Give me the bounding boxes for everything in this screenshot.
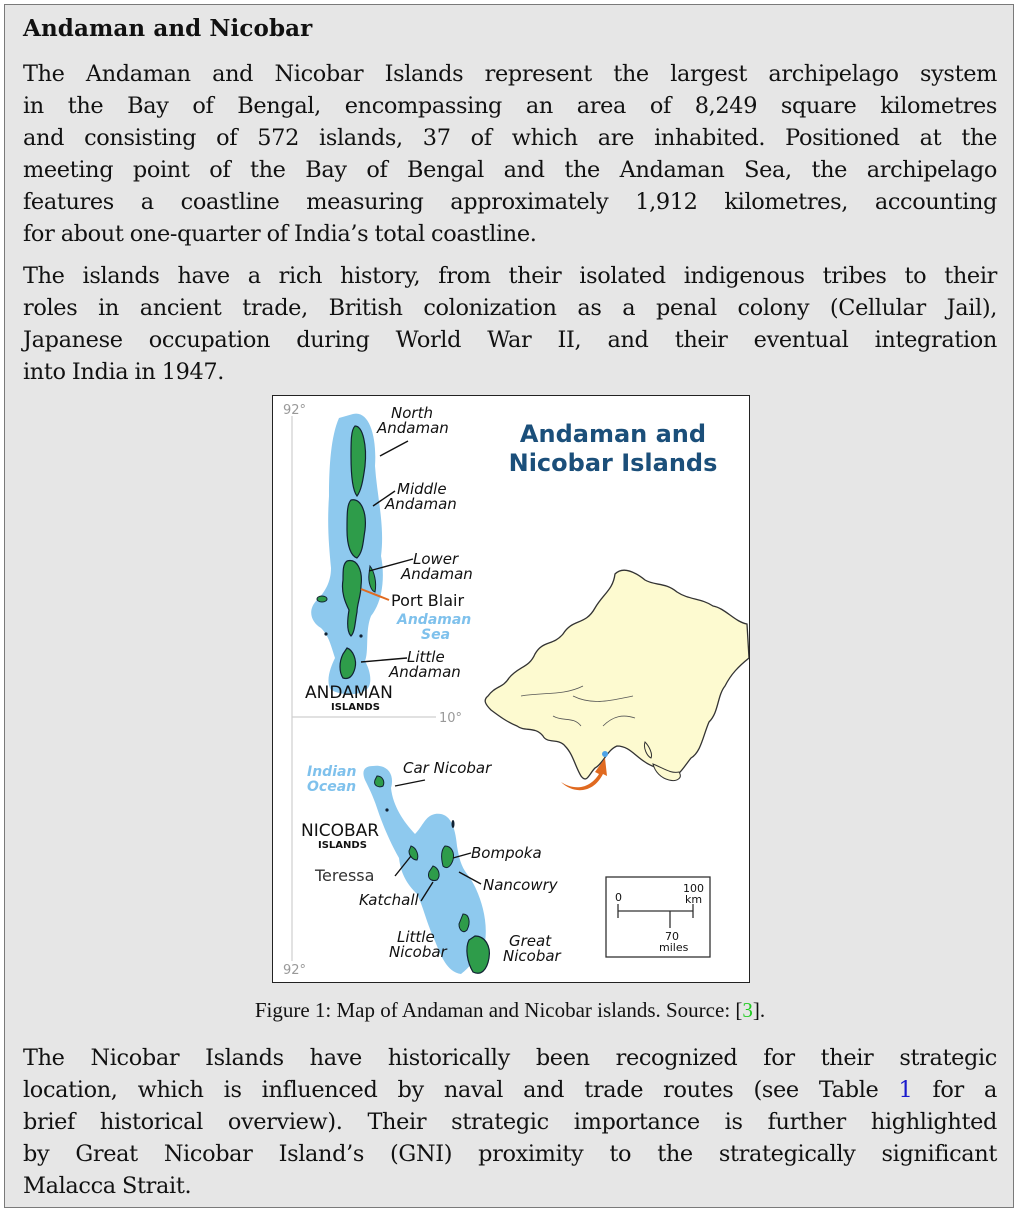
figure-caption <box>5 998 1015 1023</box>
section-title: Andaman and Nicobar <box>23 15 313 42</box>
label-port-blair: Port Blair <box>391 591 465 610</box>
label-great-nicobar-1: Great <box>509 932 552 950</box>
caption-text: Figure 1: Map of Andaman and Nicobar islands. Source: [ <box>254 998 743 1022</box>
text-line: The islands have a rich history, from their isolated indigenous tribes to their <box>23 263 997 289</box>
label-little-andaman-2: Andaman <box>389 663 461 681</box>
label-little-nicobar-2: Nicobar <box>389 943 447 961</box>
label-bompoka: Bompoka <box>471 844 542 862</box>
label-andaman-islands-1: ANDAMAN <box>305 683 393 703</box>
islet <box>324 632 327 635</box>
label-north-andaman-2: Andaman <box>377 419 449 437</box>
text-line: The Andaman and Nicobar Islands represent the largest archipelago system <box>23 61 997 87</box>
paragraph-intro <box>23 58 997 250</box>
text-line: brief historical overview). Their strategic importance is further highlighted <box>23 1109 997 1135</box>
label-middle-andaman-1: Middle <box>397 480 447 498</box>
paragraph-history <box>23 260 997 388</box>
label-katchall: Katchall <box>359 891 419 909</box>
label-north-andaman-1: North <box>391 404 433 422</box>
map-title-line1: Andaman and <box>519 420 707 448</box>
text-line: meeting point of the Bay of Bengal and the Andaman Sea, the archipelago <box>23 157 997 183</box>
pointer-arrow <box>380 441 408 456</box>
lon-top-label: 92° <box>283 403 307 418</box>
pointer-arrow <box>361 658 407 662</box>
asia-continent <box>485 570 749 779</box>
location-marker <box>602 751 608 757</box>
label-nancowry: Nancowry <box>483 876 558 894</box>
map-title-line2: Nicobar Islands <box>508 449 718 477</box>
document-panel <box>4 4 1014 1208</box>
scale-mi-value: 70 <box>665 930 679 943</box>
caption-text-end: ]. <box>752 998 766 1022</box>
islet <box>385 808 388 811</box>
citation-link[interactable]: 3 <box>742 998 753 1022</box>
scale-zero: 0 <box>615 891 622 904</box>
text-segment: location, which is influenced by naval and trade routes (see Table <box>23 1077 899 1103</box>
lon-bottom-label: 92° <box>283 963 307 978</box>
text-line: and consisting of 572 islands, 37 of which are inhabited. Positioned at the <box>23 125 997 151</box>
text-segment: for a <box>912 1077 997 1103</box>
label-car-nicobar: Car Nicobar <box>403 759 492 777</box>
pointer-arrow <box>395 780 425 786</box>
small-island <box>317 596 327 602</box>
label-lower-andaman-1: Lower <box>413 550 459 568</box>
label-nicobar-islands-2: ISLANDS <box>318 840 367 851</box>
table-ref-link[interactable]: 1 <box>898 1077 913 1103</box>
label-middle-andaman-2: Andaman <box>385 495 457 513</box>
islet <box>452 820 455 828</box>
text-line: features a coastline measuring approximately 1,912 kilometres, accounting <box>23 189 997 215</box>
text-line: into India in 1947. <box>23 359 225 385</box>
islet <box>359 634 362 637</box>
text-line: roles in ancient trade, British colonization as a penal colony (Cellular Jail), <box>23 295 997 321</box>
lat-label: 10° <box>439 711 463 726</box>
text-line: Japanese occupation during World War II, and their eventual integration <box>23 327 997 353</box>
paragraph-strategic <box>23 1042 997 1202</box>
label-nicobar-islands-1: NICOBAR <box>301 821 380 841</box>
label-lower-andaman-2: Andaman <box>401 565 473 583</box>
text-line <box>23 1074 997 1106</box>
label-little-nicobar-1: Little <box>397 928 435 946</box>
scale-km-unit: km <box>685 893 703 906</box>
label-little-andaman-1: Little <box>407 648 445 666</box>
scale-km-value: 100 <box>683 882 704 895</box>
label-andaman-islands-2: ISLANDS <box>331 702 380 713</box>
label-great-nicobar-2: Nicobar <box>503 947 561 965</box>
label-indian-ocean-1: Indian <box>307 764 357 780</box>
text-line: in the Bay of Bengal, encompassing an area of 8,249 square kilometres <box>23 93 997 119</box>
scale-mi-unit: miles <box>659 941 689 954</box>
text-line: Malacca Strait. <box>23 1173 192 1199</box>
label-indian-ocean-2: Ocean <box>307 779 357 795</box>
label-teressa: Teressa <box>315 866 375 885</box>
map-figure <box>272 395 750 983</box>
text-line: for about one-quarter of India’s total coastline. <box>23 221 537 247</box>
andaman-nicobar-map <box>273 396 749 982</box>
label-andaman-sea-2: Sea <box>421 627 451 643</box>
text-line: The Nicobar Islands have historically been recognized for their strategic <box>23 1045 997 1071</box>
great-nicobar-island <box>467 936 489 973</box>
text-line: by Great Nicobar Island’s (GNI) proximity to the strategically significant <box>23 1141 997 1167</box>
label-andaman-sea-1: Andaman <box>397 612 472 628</box>
